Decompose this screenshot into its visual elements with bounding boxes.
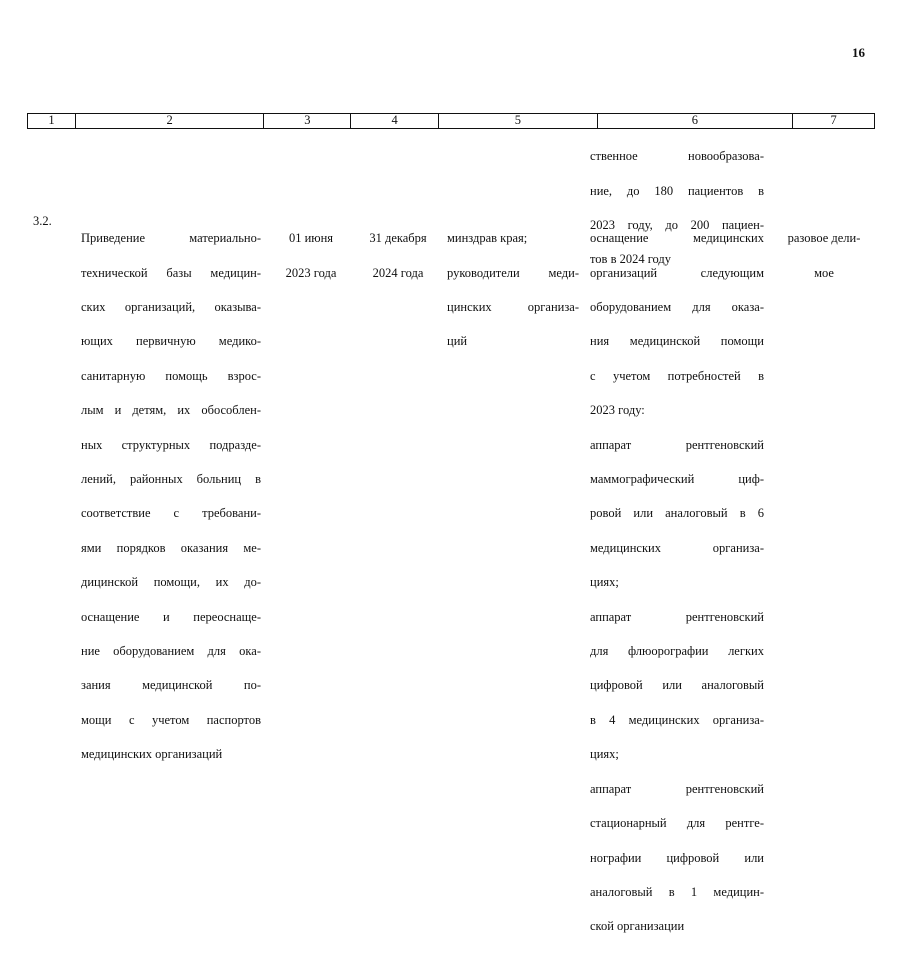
text-line: мощи с учетом паспортов xyxy=(81,712,261,727)
text-line: аналоговый в 1 медицин- xyxy=(590,884,764,899)
text-line: аппарат рентгеновский xyxy=(590,781,764,796)
text-line: 01 июня xyxy=(288,231,334,246)
text-line: 31 декабря xyxy=(369,231,427,246)
column-number-7: 7 xyxy=(830,113,837,127)
text-line: руководители меди- xyxy=(447,265,579,280)
text-line: ровой или аналоговый в 6 xyxy=(590,506,764,521)
text-line: с учетом потребностей в xyxy=(590,368,764,383)
text-line: оборудованием для оказа- xyxy=(590,300,764,315)
table-column-header xyxy=(27,113,875,129)
text-line: оснащение и переоснаще- xyxy=(81,609,261,624)
text-line: ских организаций, оказыва- xyxy=(81,300,261,315)
measure-type xyxy=(776,213,872,299)
text-line: мое xyxy=(814,265,834,280)
text-line: цинских организа- xyxy=(447,300,579,315)
text-line: ями порядков оказания ме- xyxy=(81,540,261,555)
text-line: зания медицинской по- xyxy=(81,678,261,693)
text-line: тов в 2024 году xyxy=(590,252,672,267)
measure-name xyxy=(81,213,261,781)
expected-result xyxy=(590,213,764,953)
text-line: разовое дели- xyxy=(787,231,861,246)
text-line: оснащение медицинских xyxy=(590,231,764,246)
text-line: ных структурных подразде- xyxy=(81,437,261,452)
text-line: стационарный для рентге- xyxy=(590,816,764,831)
text-line: санитарную помощь взрос- xyxy=(81,368,261,383)
column-number-4: 4 xyxy=(351,114,439,128)
text-line: ния медицинской помощи xyxy=(590,334,764,349)
text-line: лым и детям, их обособлен- xyxy=(81,403,261,418)
text-line: в 4 медицинских организа- xyxy=(590,712,764,727)
text-line: 2024 года xyxy=(372,265,424,280)
text-line: ций xyxy=(447,334,468,349)
text-line: 2023 году, до 200 пациен- xyxy=(590,218,764,233)
end-date xyxy=(358,213,438,299)
text-line: маммографический циф- xyxy=(590,472,764,487)
text-line: циях; xyxy=(590,747,619,762)
column-number-5: 5 xyxy=(439,114,598,128)
text-line: 2023 года xyxy=(285,265,337,280)
column-number-3: 3 xyxy=(264,114,351,128)
text-line: нографии цифровой или xyxy=(590,850,764,865)
text-line: ской организации xyxy=(590,919,685,934)
start-date xyxy=(270,213,352,299)
text-line: Приведение материально- xyxy=(81,231,261,246)
text-line: ние оборудованием для ока- xyxy=(81,644,261,659)
column-number-1: 1 xyxy=(28,114,76,128)
text-line: 2023 году: xyxy=(590,403,645,418)
text-line: ющих первичную медико- xyxy=(81,334,261,349)
text-line: технической базы медицин- xyxy=(81,265,261,280)
text-line: ственное новообразова- xyxy=(590,149,764,164)
text-line: аппарат рентгеновский xyxy=(590,437,764,452)
text-line: циях; xyxy=(590,575,619,590)
text-line: цифровой или аналоговый xyxy=(590,678,764,693)
column-number-6: 6 xyxy=(598,114,794,128)
page-number: 16 xyxy=(852,45,865,60)
text-line: организаций следующим xyxy=(590,265,764,280)
row-number: 3.2. xyxy=(33,214,52,228)
text-line: лений, районных больниц в xyxy=(81,472,261,487)
text-line: медицинских организаций xyxy=(81,747,223,762)
text-line: для флюорографии легких xyxy=(590,644,764,659)
column-number-2: 2 xyxy=(76,114,265,128)
responsible-executors xyxy=(447,213,579,368)
text-line: аппарат рентгеновский xyxy=(590,609,764,624)
text-line: ние, до 180 пациентов в xyxy=(590,183,764,198)
text-line: дицинской помощи, их до- xyxy=(81,575,261,590)
text-line: соответствие с требовани- xyxy=(81,506,261,521)
text-line: медицинских организа- xyxy=(590,540,764,555)
text-line: минздрав края; xyxy=(447,231,528,246)
